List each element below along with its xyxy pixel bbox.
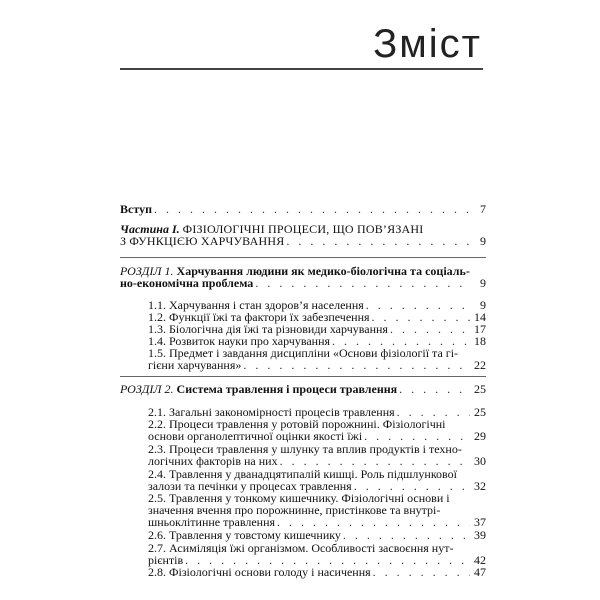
toc-entry-label: Вступ [120, 202, 152, 216]
subentry-title-line-1: 1.5. Предмет і завдання дисципліни «Основи фізіології та гі- [148, 346, 459, 360]
toc-page-number: 7 [480, 202, 486, 216]
leader-dots [366, 299, 470, 311]
subentry-title-line-2: гієни харчування» [148, 358, 242, 372]
toc-page-number: 18 [474, 334, 486, 348]
subentry-title-line-2: залози та печінки у процесах травлення [148, 479, 352, 493]
toc-subentry-2-2[interactable] [148, 418, 486, 442]
part-title-line-2: З ФУНКЦІЄЮ ХАРЧУВАННЯ [120, 234, 285, 248]
subentry-title-line-2: логічних факторів на них [148, 454, 278, 468]
toc-subentry-2-8[interactable] [148, 566, 486, 578]
toc-entry-part-1[interactable] [120, 223, 486, 247]
toc-page-number: 39 [474, 528, 486, 542]
subentry-title-line-2: основи органолептичної оцінки якості їжі [148, 429, 363, 443]
toc-subentry-2-3[interactable] [148, 443, 486, 467]
leader-dots [364, 430, 470, 442]
toc-page-number: 9 [480, 298, 486, 312]
toc-entry-section-2[interactable] [120, 383, 486, 395]
section-prefix: РОЗДІЛ 1. [120, 264, 174, 278]
leader-dots [373, 566, 470, 578]
toc-page-number: 9 [480, 276, 486, 290]
leader-dots [286, 235, 470, 247]
subentry-title: 1.2. Функції їжі та фактори їх забезпечення [148, 310, 370, 324]
toc-page-number: 9 [480, 234, 486, 248]
toc-subentry-2-6[interactable] [148, 529, 486, 541]
toc-page-number: 47 [474, 565, 486, 579]
subentry-title: 1.3. Біологічна дія їжі та різновиди харчування [148, 322, 388, 336]
toc-page-number: 37 [474, 515, 486, 529]
section-title: Система травлення і процеси травлення [176, 382, 398, 396]
part-prefix: Частина І. [120, 222, 180, 236]
toc-entry-intro[interactable] [120, 203, 486, 215]
leader-dots [390, 323, 470, 335]
toc-page-number: 30 [474, 454, 486, 468]
toc-page-number: 25 [474, 405, 486, 419]
section-prefix: РОЗДІЛ 2. [120, 382, 174, 396]
subentry-title-line-1: 2.4. Травлення у дванадцятипалій кишці. Роль підшлункової [148, 467, 457, 481]
subentry-title-line-3: шньоклітинне травлення [148, 515, 276, 529]
toc-entry-section-1[interactable] [120, 265, 486, 289]
title-rule [120, 68, 483, 70]
subentry-title-line-2: значення вчення про порожнинне, пристінкове та внутрі- [148, 503, 441, 517]
subentry-title: 1.4. Розвиток науки про харчування [148, 334, 331, 348]
toc-page-number: 17 [474, 322, 486, 336]
subentry-title-line-1: 2.2. Процеси травлення у ротовій порожнині. Фізіологічні [148, 417, 446, 431]
part-title-line-1: ФІЗІОЛОГІЧНІ ПРОЦЕСИ, ЩО ПОВ’ЯЗАНІ [182, 222, 424, 236]
subentry-title-line-1: 2.7. Асиміляція їжі організмом. Особливості засвоєння нут- [148, 541, 454, 555]
subentry-title-line-1: 2.3. Процеси травлення у шлунку та вплив продуктів і техно- [148, 442, 462, 456]
toc-page-number: 14 [474, 310, 486, 324]
subentry-title: 2.8. Фізіологічні основи голоду і насичення [148, 565, 371, 579]
subentry-title-line-1: 2.5. Травлення у тонкому кишечнику. Фізіологічні основи і [148, 491, 450, 505]
subentry-title: 1.1. Харчування і стан здоров’я населення [148, 298, 364, 312]
toc-subentry-1-5[interactable] [148, 347, 486, 371]
toc-subentry-2-5[interactable] [148, 492, 486, 528]
toc-page-number: 25 [474, 382, 486, 396]
subentry-title-line-2: рієнтів [148, 553, 184, 567]
toc-page-number: 32 [474, 479, 486, 493]
separator-rule [120, 257, 486, 258]
toc-page-number: 42 [474, 553, 486, 567]
subentry-title: 2.1. Загальні закономірності процесів травлення [148, 405, 395, 419]
toc-page-number: 22 [474, 358, 486, 372]
section-title-line-1: Харчування людини як медико-біологічна та соціаль- [176, 264, 470, 278]
separator-rule [120, 376, 486, 377]
leader-dots [399, 383, 470, 395]
subentry-title: 2.6. Травлення у товстому кишечнику [148, 528, 341, 542]
leader-dots [277, 516, 470, 528]
toc-subentry-2-7[interactable] [148, 542, 486, 566]
leader-dots [343, 529, 470, 541]
leader-dots [255, 277, 470, 289]
page-title: Зміст [373, 22, 482, 66]
leader-dots [154, 203, 470, 215]
toc-subentry-2-4[interactable] [148, 468, 486, 492]
section-title-line-2: но-економічна проблема [120, 276, 254, 290]
leader-dots [280, 455, 470, 467]
toc-page-number: 29 [474, 429, 486, 443]
leader-dots [243, 359, 470, 371]
